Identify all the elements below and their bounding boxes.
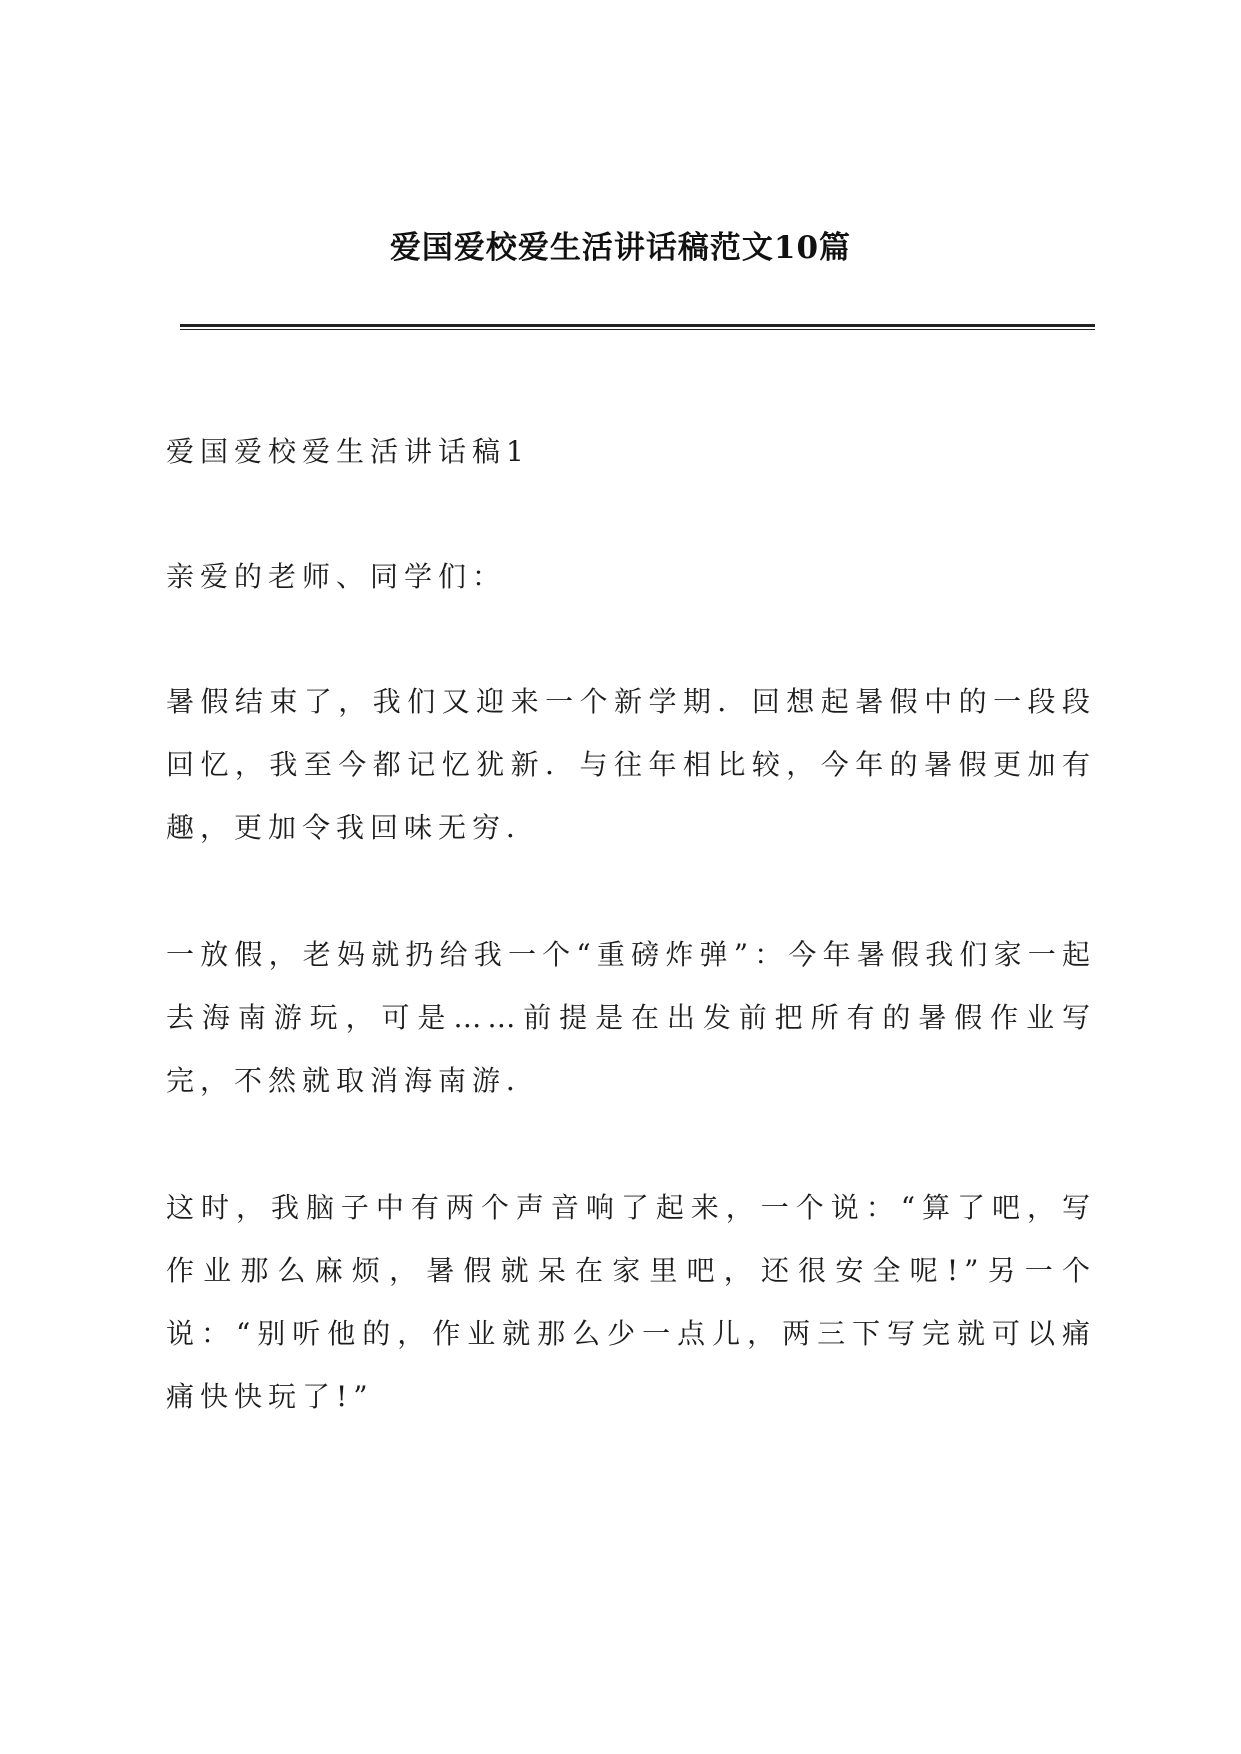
paragraph: 一放假，老妈就扔给我一个“重磅炸弹”：今年暑假我们家一起去海南游玩，可是……前提是在出发前把所有的暑假作业写完，不然就取消海南游． bbox=[166, 938, 1096, 1097]
title-double-rule bbox=[180, 324, 1095, 330]
document-body bbox=[166, 420, 1096, 1428]
document-title: 爱国爱校爱生活讲话稿范文10篇 bbox=[389, 230, 852, 266]
section-heading: 爱国爱校爱生活讲话稿1 bbox=[166, 435, 530, 468]
paragraph: 这时，我脑子中有两个声音响了起来，一个说：“算了吧，写作业那么麻烦，暑假就呆在家里吧，还很安全呢!”另一个说：“别听他的，作业就那么少一点儿，两三下写完就可以痛痛快快玩了!” bbox=[166, 1191, 1096, 1413]
salutation: 亲爱的老师、同学们： bbox=[166, 560, 507, 593]
paragraph: 暑假结束了，我们又迎来一个新学期．回想起暑假中的一段段回忆，我至今都记忆犹新．与往年相比较，今年的暑假更加有趣，更加令我回味无穷． bbox=[166, 685, 1096, 844]
